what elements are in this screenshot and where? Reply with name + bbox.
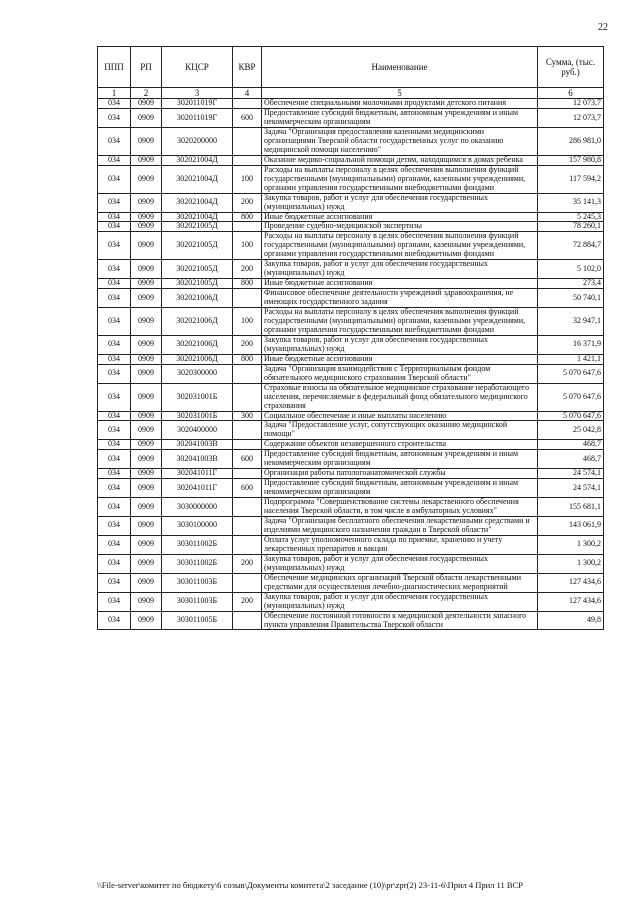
- table-row: [98, 335, 604, 354]
- cell-name: Оказание медико-социальной помощи детям, находящимся в домах ребенка: [262, 155, 538, 165]
- cell-kvr: [233, 99, 262, 109]
- cell-name: Предоставление субсидий бюджетным, автономным учреждениям и иным некоммерческим организациям: [262, 450, 538, 469]
- cell-rp: 0909: [131, 212, 162, 222]
- cell-rp: 0909: [131, 364, 162, 383]
- cell-sum: 1 300,2: [538, 554, 604, 573]
- cell-ppp: 034: [98, 260, 131, 279]
- cell-ppp: 034: [98, 155, 131, 165]
- cell-kcsr: 302031001Б: [162, 411, 233, 421]
- header-name: Наименование: [262, 47, 538, 88]
- cell-name: Задача "Предоставление услуг, сопутствующих оказанию медицинской помощи": [262, 421, 538, 440]
- cell-name: Финансовое обеспечение деятельности учреждений здравоохранения, не имеющих государственного задания: [262, 289, 538, 308]
- cell-ppp: 034: [98, 165, 131, 193]
- table-row: [98, 383, 604, 411]
- table-row: [98, 592, 604, 611]
- cell-rp: 0909: [131, 109, 162, 128]
- cell-sum: 78 260,1: [538, 222, 604, 232]
- cell-kvr: 100: [233, 165, 262, 193]
- cell-kvr: [233, 364, 262, 383]
- cell-rp: 0909: [131, 535, 162, 554]
- cell-rp: 0909: [131, 469, 162, 479]
- cell-sum: 5 070 647,6: [538, 364, 604, 383]
- cell-kcsr: 3020400000: [162, 421, 233, 440]
- cell-kvr: [233, 440, 262, 450]
- cell-name: Социальное обеспечение и иные выплаты населению: [262, 411, 538, 421]
- table-row: [98, 354, 604, 364]
- cell-sum: 127 434,6: [538, 573, 604, 592]
- cell-kcsr: 302031001Б: [162, 383, 233, 411]
- cell-rp: 0909: [131, 335, 162, 354]
- table-row: [98, 554, 604, 573]
- cell-kvr: [233, 535, 262, 554]
- cell-ppp: 034: [98, 573, 131, 592]
- cell-name: Предоставление субсидий бюджетным, автономным учреждениям и иным некоммерческим организациям: [262, 109, 538, 128]
- cell-name: Организация работы патологоанатомической службы: [262, 469, 538, 479]
- cell-ppp: 034: [98, 289, 131, 308]
- cell-kcsr: 302011019Г: [162, 109, 233, 128]
- cell-name: Иные бюджетные ассигнования: [262, 212, 538, 222]
- cell-kcsr: 302041011Г: [162, 479, 233, 498]
- cell-sum: 5 070 647,6: [538, 383, 604, 411]
- cell-rp: 0909: [131, 354, 162, 364]
- cell-sum: 32 947,1: [538, 308, 604, 336]
- table-row: [98, 440, 604, 450]
- cell-sum: 72 884,7: [538, 232, 604, 260]
- table-row: [98, 308, 604, 336]
- page-number: 22: [598, 22, 608, 33]
- cell-ppp: 034: [98, 127, 131, 155]
- cell-kvr: 600: [233, 479, 262, 498]
- cell-name: Обеспечение постоянной готовности к медицинской деятельности запасного пункта управления Правительства Тверской области: [262, 611, 538, 630]
- cell-kcsr: 302021006Д: [162, 354, 233, 364]
- cell-name: Иные бюджетные ассигнования: [262, 279, 538, 289]
- table-row: [98, 517, 604, 536]
- table-row: [98, 479, 604, 498]
- table-row: [98, 450, 604, 469]
- cell-sum: 5 102,0: [538, 260, 604, 279]
- cell-rp: 0909: [131, 498, 162, 517]
- cell-ppp: 034: [98, 450, 131, 469]
- cell-kvr: [233, 498, 262, 517]
- cell-ppp: 034: [98, 421, 131, 440]
- cell-sum: 117 594,2: [538, 165, 604, 193]
- column-number: 4: [233, 88, 262, 99]
- cell-rp: 0909: [131, 308, 162, 336]
- cell-kcsr: 302041011Г: [162, 469, 233, 479]
- cell-name: Закупка товаров, работ и услуг для обеспечения государственных (муниципальных) нужд: [262, 335, 538, 354]
- table-row: [98, 165, 604, 193]
- cell-ppp: 034: [98, 364, 131, 383]
- header-kcsr: КЦСР: [162, 47, 233, 88]
- cell-rp: 0909: [131, 232, 162, 260]
- cell-kvr: 600: [233, 450, 262, 469]
- cell-name: Обеспечение специальными молочными продуктами детского питания: [262, 99, 538, 109]
- cell-sum: 49,8: [538, 611, 604, 630]
- cell-sum: 5 070 647,6: [538, 411, 604, 421]
- cell-ppp: 034: [98, 99, 131, 109]
- column-number: 2: [131, 88, 162, 99]
- cell-kvr: [233, 573, 262, 592]
- cell-name: Задача "Организация предоставления казенными медицинскими организациями Тверской области государственных услуг по оказанию медицинской помощи населению": [262, 127, 538, 155]
- table-row: [98, 232, 604, 260]
- cell-name: Закупка товаров, работ и услуг для обеспечения государственных (муниципальных) нужд: [262, 592, 538, 611]
- header-ppp: ППП: [98, 47, 131, 88]
- cell-rp: 0909: [131, 411, 162, 421]
- cell-rp: 0909: [131, 573, 162, 592]
- cell-sum: 25 042,8: [538, 421, 604, 440]
- cell-sum: 468,7: [538, 450, 604, 469]
- cell-name: Закупка товаров, работ и услуг для обеспечения государственных (муниципальных) нужд: [262, 193, 538, 212]
- cell-ppp: 034: [98, 469, 131, 479]
- cell-kvr: 200: [233, 554, 262, 573]
- cell-name: Страховые взносы на обязательное медицинское страхование неработающего населения, перечисляемые в федеральный фонд обязательного медицинского страхования: [262, 383, 538, 411]
- cell-rp: 0909: [131, 383, 162, 411]
- cell-kvr: 200: [233, 260, 262, 279]
- cell-kvr: [233, 289, 262, 308]
- cell-kvr: 200: [233, 592, 262, 611]
- cell-rp: 0909: [131, 479, 162, 498]
- table-row: [98, 573, 604, 592]
- cell-name: Расходы на выплаты персоналу в целях обеспечения выполнения функций государственными (муниципальными) органами, казенными учреждениями, органами управления государственными внебюджетными фондами: [262, 308, 538, 336]
- table-row: [98, 127, 604, 155]
- cell-ppp: 034: [98, 411, 131, 421]
- table-row: [98, 535, 604, 554]
- cell-kcsr: 302021004Д: [162, 212, 233, 222]
- cell-rp: 0909: [131, 279, 162, 289]
- cell-sum: 286 981,0: [538, 127, 604, 155]
- table-row: [98, 611, 604, 630]
- cell-kvr: 300: [233, 411, 262, 421]
- cell-kvr: 100: [233, 232, 262, 260]
- cell-name: Предоставление субсидий бюджетным, автономным учреждениям и иным некоммерческим организациям: [262, 479, 538, 498]
- cell-sum: 24 574,1: [538, 479, 604, 498]
- cell-ppp: 034: [98, 354, 131, 364]
- table-body: [98, 99, 604, 630]
- cell-name: Задача "Организация взаимодействия с Территориальным фондом обязательного медицинского страхования Тверской области": [262, 364, 538, 383]
- cell-rp: 0909: [131, 289, 162, 308]
- cell-sum: 1 421,1: [538, 354, 604, 364]
- cell-rp: 0909: [131, 260, 162, 279]
- cell-kvr: 800: [233, 212, 262, 222]
- cell-kcsr: 302011019Г: [162, 99, 233, 109]
- cell-rp: 0909: [131, 222, 162, 232]
- cell-kvr: [233, 127, 262, 155]
- cell-ppp: 034: [98, 440, 131, 450]
- cell-kcsr: 302021006Д: [162, 289, 233, 308]
- cell-kcsr: 302021005Д: [162, 279, 233, 289]
- cell-kvr: 800: [233, 354, 262, 364]
- cell-rp: 0909: [131, 99, 162, 109]
- table-row: [98, 279, 604, 289]
- cell-sum: 127 434,6: [538, 592, 604, 611]
- cell-ppp: 034: [98, 611, 131, 630]
- cell-kvr: [233, 469, 262, 479]
- budget-table: [97, 46, 604, 630]
- cell-rp: 0909: [131, 127, 162, 155]
- cell-rp: 0909: [131, 440, 162, 450]
- cell-kvr: 200: [233, 193, 262, 212]
- cell-rp: 0909: [131, 611, 162, 630]
- cell-rp: 0909: [131, 592, 162, 611]
- cell-rp: 0909: [131, 193, 162, 212]
- cell-sum: 50 740,1: [538, 289, 604, 308]
- cell-kcsr: 303011002Б: [162, 535, 233, 554]
- table-row: [98, 364, 604, 383]
- cell-sum: 35 141,3: [538, 193, 604, 212]
- cell-kcsr: 302021006Д: [162, 335, 233, 354]
- cell-sum: 24 574,1: [538, 469, 604, 479]
- cell-kvr: 200: [233, 335, 262, 354]
- cell-kcsr: 303011002Б: [162, 554, 233, 573]
- cell-rp: 0909: [131, 155, 162, 165]
- cell-kcsr: 302041003В: [162, 440, 233, 450]
- table-row: [98, 212, 604, 222]
- cell-sum: 468,7: [538, 440, 604, 450]
- cell-ppp: 034: [98, 535, 131, 554]
- cell-name: Содержание объектов незавершенного строительства: [262, 440, 538, 450]
- cell-kcsr: 302041003В: [162, 450, 233, 469]
- cell-rp: 0909: [131, 450, 162, 469]
- cell-kcsr: 303011005Б: [162, 611, 233, 630]
- cell-rp: 0909: [131, 554, 162, 573]
- cell-name: Подпрограмма "Совершенствование системы лекарственного обеспечения населения Тверской области, в том числе в амбулаторных условиях": [262, 498, 538, 517]
- cell-kvr: [233, 611, 262, 630]
- cell-kvr: 100: [233, 308, 262, 336]
- cell-kcsr: 303011003Б: [162, 573, 233, 592]
- cell-kcsr: 3030100000: [162, 517, 233, 536]
- cell-sum: 273,4: [538, 279, 604, 289]
- table-row: [98, 260, 604, 279]
- cell-sum: 157 980,8: [538, 155, 604, 165]
- column-number: 1: [98, 88, 131, 99]
- cell-sum: 12 073,7: [538, 109, 604, 128]
- cell-ppp: 034: [98, 308, 131, 336]
- cell-rp: 0909: [131, 165, 162, 193]
- cell-ppp: 034: [98, 212, 131, 222]
- cell-name: Оплата услуг уполномоченного склада по приемке, хранению и учету лекарственных препаратов и вакцин: [262, 535, 538, 554]
- table-row: [98, 193, 604, 212]
- table-row: [98, 222, 604, 232]
- table-row: [98, 109, 604, 128]
- cell-kvr: [233, 517, 262, 536]
- cell-sum: 16 371,9: [538, 335, 604, 354]
- cell-kcsr: 303011003Б: [162, 592, 233, 611]
- table-row: [98, 498, 604, 517]
- cell-sum: 155 681,1: [538, 498, 604, 517]
- cell-rp: 0909: [131, 421, 162, 440]
- cell-ppp: 034: [98, 383, 131, 411]
- cell-ppp: 034: [98, 232, 131, 260]
- cell-kvr: [233, 421, 262, 440]
- cell-name: Закупка товаров, работ и услуг для обеспечения государственных (муниципальных) нужд: [262, 260, 538, 279]
- table-row: [98, 155, 604, 165]
- cell-name: Закупка товаров, работ и услуг для обеспечения государственных (муниципальных) нужд: [262, 554, 538, 573]
- cell-ppp: 034: [98, 222, 131, 232]
- cell-kcsr: 302021004Д: [162, 165, 233, 193]
- cell-ppp: 034: [98, 592, 131, 611]
- column-number: 5: [262, 88, 538, 99]
- cell-kvr: 600: [233, 109, 262, 128]
- table-row: [98, 411, 604, 421]
- cell-sum: 1 300,2: [538, 535, 604, 554]
- cell-kvr: 800: [233, 279, 262, 289]
- cell-kcsr: 3020300000: [162, 364, 233, 383]
- cell-ppp: 034: [98, 479, 131, 498]
- cell-kcsr: 302021004Д: [162, 193, 233, 212]
- cell-kvr: [233, 222, 262, 232]
- file-path-footer: \\File-server\комитет по бюджету\6 созыв\Документы комитета\2 заседание (10)\pr\zpr(2) 23-11-6\Прил 4 Прил 11 ВСР: [97, 880, 523, 890]
- cell-ppp: 034: [98, 109, 131, 128]
- cell-kcsr: 302021005Д: [162, 260, 233, 279]
- table-row: [98, 469, 604, 479]
- cell-sum: 12 073,7: [538, 99, 604, 109]
- cell-kcsr: 302021004Д: [162, 155, 233, 165]
- cell-kcsr: 302021005Д: [162, 222, 233, 232]
- cell-ppp: 034: [98, 279, 131, 289]
- cell-ppp: 034: [98, 498, 131, 517]
- cell-ppp: 034: [98, 193, 131, 212]
- cell-ppp: 034: [98, 554, 131, 573]
- cell-ppp: 034: [98, 517, 131, 536]
- cell-name: Проведение судебно-медицинской экспертизы: [262, 222, 538, 232]
- cell-kcsr: 302021005Д: [162, 232, 233, 260]
- header-sum: Сумма, (тыс. руб.): [538, 47, 604, 88]
- cell-name: Обеспечение медицинских организаций Тверской области лекарственными средствами для осуществления лечебно-диагностических мероприятий: [262, 573, 538, 592]
- cell-name: Расходы на выплаты персоналу в целях обеспечения выполнения функций государственными (муниципальными) органами, казенными учреждениями, органами управления государственными внебюджетными фондами: [262, 232, 538, 260]
- cell-kcsr: 302021006Д: [162, 308, 233, 336]
- column-number: 6: [538, 88, 604, 99]
- header-rp: РП: [131, 47, 162, 88]
- cell-name: Расходы на выплаты персоналу в целях обеспечения выполнения функций государственными (муниципальными) органами, казенными учреждениями, органами управления государственными внебюджетными фондами: [262, 165, 538, 193]
- cell-sum: 5 245,3: [538, 212, 604, 222]
- column-number: 3: [162, 88, 233, 99]
- cell-kcsr: 3020200000: [162, 127, 233, 155]
- cell-name: Задача "Организация бесплатного обеспечения лекарственными средствами и изделиями медицинского назначения граждан в Тверской области": [262, 517, 538, 536]
- header-kvr: КВР: [233, 47, 262, 88]
- cell-kvr: [233, 155, 262, 165]
- cell-kvr: [233, 383, 262, 411]
- cell-sum: 143 061,9: [538, 517, 604, 536]
- cell-rp: 0909: [131, 517, 162, 536]
- table-row: [98, 289, 604, 308]
- table-row: [98, 421, 604, 440]
- cell-ppp: 034: [98, 335, 131, 354]
- table-row: [98, 99, 604, 109]
- cell-kcsr: 3030000000: [162, 498, 233, 517]
- cell-name: Иные бюджетные ассигнования: [262, 354, 538, 364]
